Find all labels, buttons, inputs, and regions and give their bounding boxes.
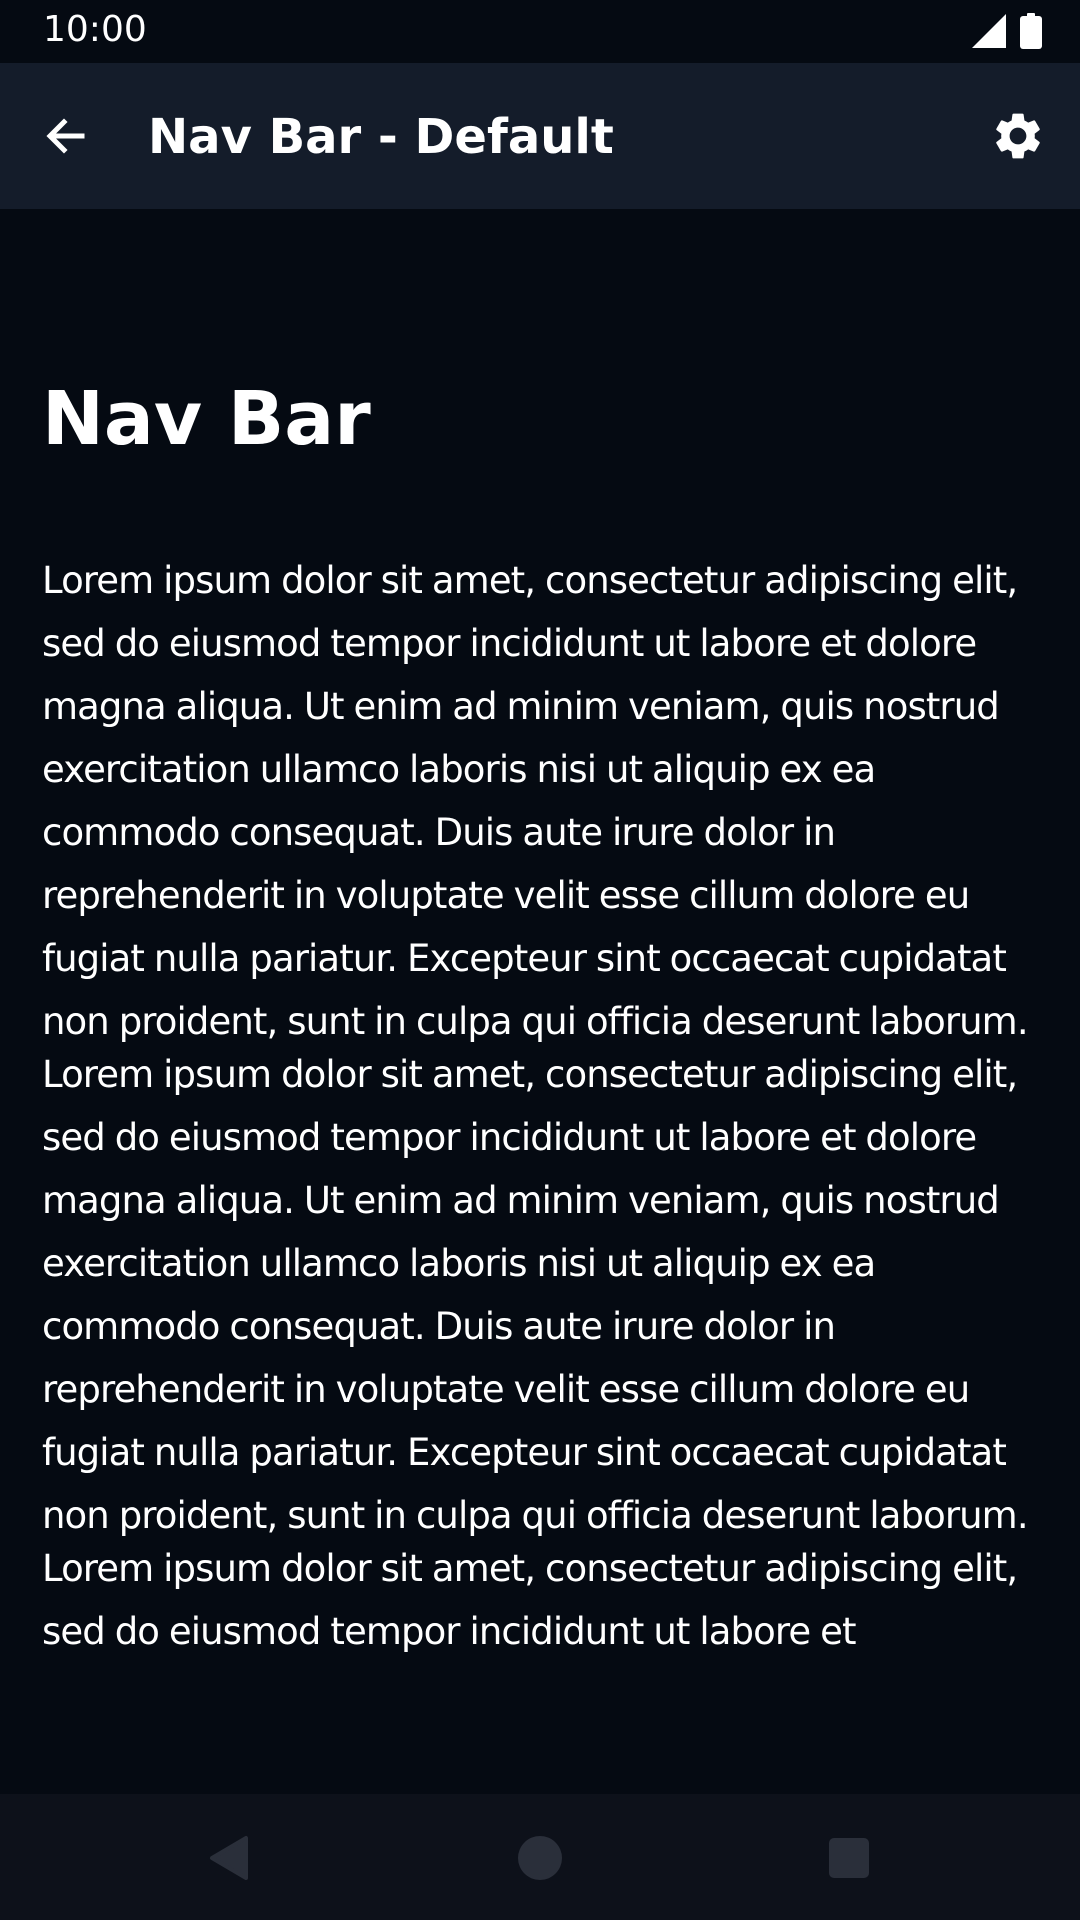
paragraph: Lorem ipsum dolor sit amet, consectetur adipiscing elit, sed do eiusmod tempor incididunt ut labore et dolore magna aliqua. Ut enim ad minim veniam, quis nostrud exercitation ullamco laboris nisi ut aliquip ex ea commodo consequat. Duis aute irure dolor in reprehenderit in voluptate velit esse cillum dolore eu fugiat nulla pariatur. Excepteur sint occaecat cupidatat non proident, sunt in culpa qui officia deserunt laborum. — [42, 559, 1028, 1043]
app-bar — [0, 63, 1080, 209]
nav-recents-button[interactable] — [813, 1822, 885, 1894]
status-icons — [972, 12, 1042, 50]
content-area[interactable] — [0, 209, 1080, 1794]
status-time: 10:00 — [43, 9, 147, 50]
settings-button[interactable] — [982, 100, 1054, 172]
nav-back-triangle-icon — [204, 1834, 252, 1882]
arrow-back-icon — [42, 112, 90, 160]
body-text — [42, 549, 1052, 1653]
back-button[interactable] — [30, 100, 102, 172]
paragraph: Lorem ipsum dolor sit amet, consectetur adipiscing elit, sed do eiusmod tempor incididunt ut labore et dolore magna aliqua. Ut enim ad minim veniam, quis nostrud exercitation ullamco laboris nisi ut aliquip ex ea commodo consequat. Duis aute irure dolor in reprehenderit in voluptate velit esse cillum dolore eu fugiat nulla pariatur. Excepteur sint occaecat cupidatat non proident, sunt in culpa qui officia deserunt laborum. — [42, 1053, 1028, 1537]
cellular-signal-icon — [972, 14, 1006, 48]
paragraph: Lorem ipsum dolor sit amet, consectetur adipiscing elit, sed do eiusmod tempor incididunt ut labore et — [42, 1547, 1018, 1653]
page-heading: Nav Bar — [42, 376, 371, 462]
app-bar-title: Nav Bar - Default — [148, 109, 614, 165]
nav-back-button[interactable] — [192, 1822, 264, 1894]
status-bar — [0, 0, 1080, 63]
nav-recents-square-icon — [825, 1834, 873, 1882]
nav-home-button[interactable] — [504, 1822, 576, 1894]
system-nav-bar — [0, 1794, 1080, 1920]
nav-home-circle-icon — [516, 1834, 564, 1882]
battery-icon — [1020, 13, 1042, 49]
gear-icon — [990, 108, 1046, 164]
